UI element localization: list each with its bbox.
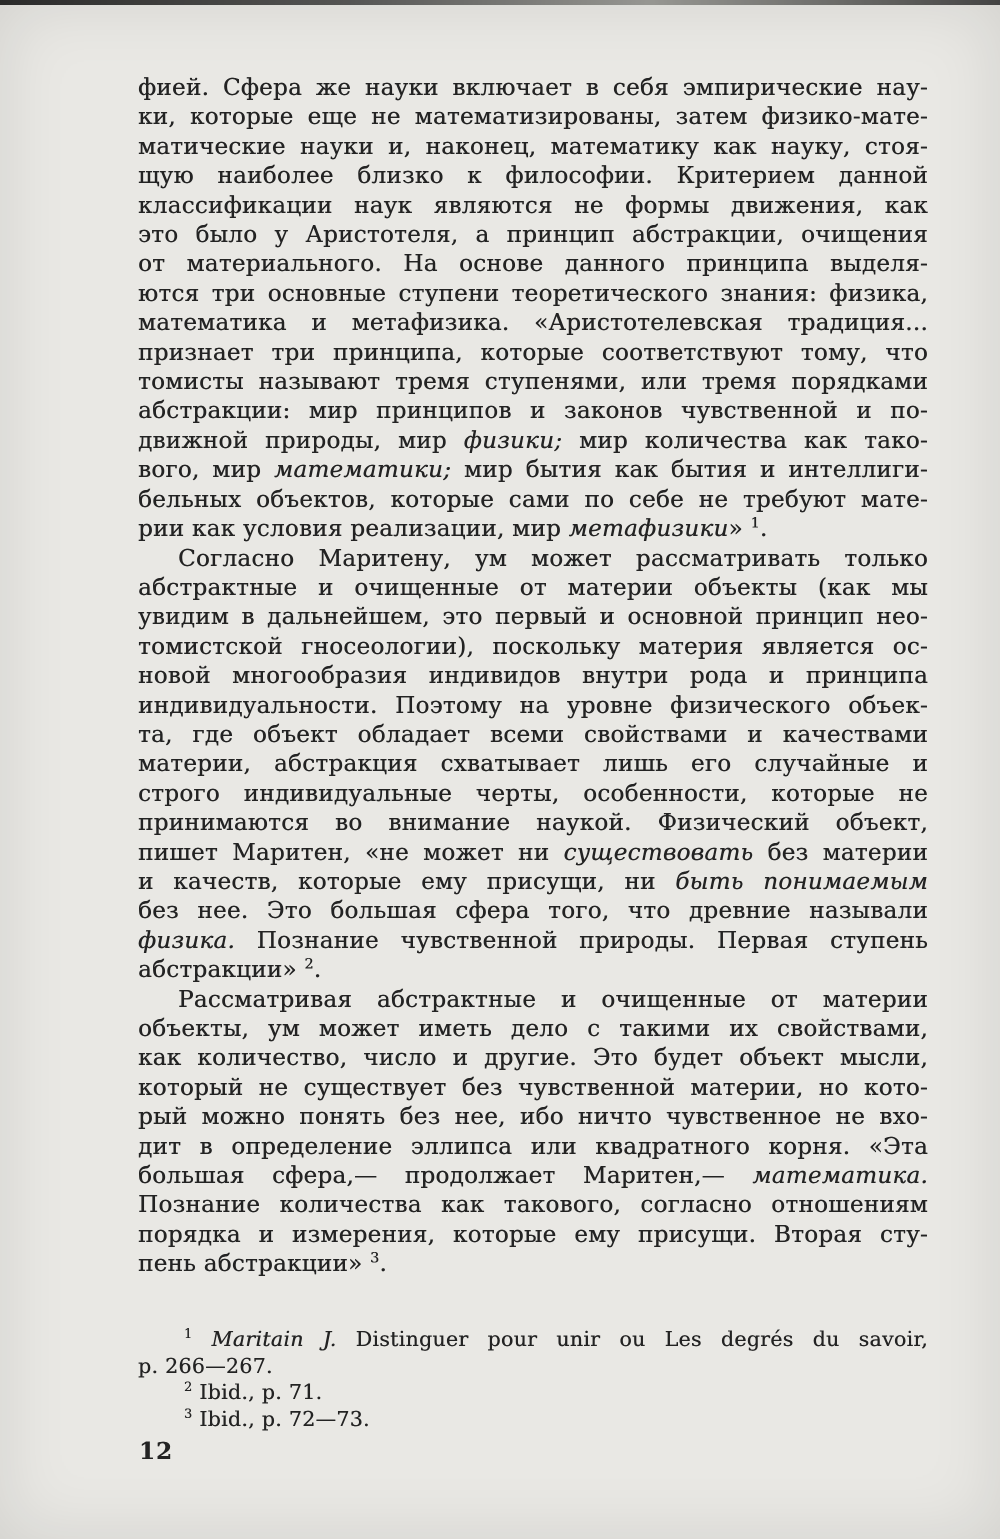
page-number: 12 — [139, 1438, 174, 1465]
text-segment: ются три основные ступени теоретического знания: физика, — [138, 280, 928, 307]
text-segment: абстрактные и очищенные от материи объекты (как мы — [138, 574, 928, 601]
text-segment: фией. Сфера же науки включает в себя эмпирические нау- — [138, 75, 928, 101]
text-line — [138, 721, 928, 750]
text-segment: без материи — [753, 839, 929, 866]
text-segment: абстракции: мир принципов и законов чувственной и по- — [138, 398, 928, 425]
footnotes — [138, 1326, 928, 1432]
footnote-marker: 3 — [370, 1250, 380, 1267]
text-line — [138, 1353, 928, 1380]
text-line — [138, 1015, 928, 1044]
text-segment: увидим в дальнейшем, это первый и основной принцип нео- — [138, 604, 928, 631]
text-line — [138, 633, 928, 662]
text-segment: Рассматривая абстрактные и очищенные от материи — [178, 986, 928, 1013]
text-segment: та, где объект обладает всеми свойствами и качествами — [138, 721, 928, 748]
text-segment: рый можно понять без нее, ибо ничто чувственное не вхо- — [138, 1104, 928, 1131]
text-line — [138, 750, 928, 779]
text-line — [138, 250, 928, 279]
text-line — [138, 986, 928, 1015]
text-line — [138, 280, 928, 309]
text-segment: метафизики — [568, 516, 729, 543]
text-line — [138, 486, 928, 515]
text-line — [138, 1103, 928, 1132]
text-block — [138, 74, 928, 1280]
text-segment: индивидуальности. Поэтому на уровне физического объек- — [138, 692, 928, 719]
text-segment: и качеств, которые ему присущи, ни — [138, 868, 676, 895]
text-line — [138, 1074, 928, 1103]
text-line — [138, 74, 928, 103]
text-segment: материи, абстракция схватывает лишь его случайные и — [138, 751, 928, 778]
text-line — [138, 1133, 928, 1162]
text-segment: томистской гносеологии), поскольку материя является ос- — [138, 633, 928, 660]
text-segment: который не существует без чувственной материи, но кото- — [138, 1074, 928, 1101]
text-line — [138, 1162, 928, 1191]
text-line — [138, 927, 928, 956]
footnote-marker: 3 — [184, 1405, 193, 1421]
text-segment: физика. — [138, 927, 236, 954]
text-segment: Distinguer pour unir ou Les degrés du savoir, — [336, 1327, 928, 1351]
text-line — [138, 1326, 928, 1353]
text-line — [138, 1406, 928, 1433]
text-line — [138, 162, 928, 191]
text-segment: ки, которые еще не математизированы, затем физико-мате- — [138, 104, 928, 131]
text-segment: от материального. На основе данного принципа выделя- — [138, 251, 928, 278]
text-line — [138, 780, 928, 809]
text-segment: томисты называют тремя ступенями, или тремя порядками — [138, 369, 928, 396]
paragraph — [138, 74, 928, 545]
footnote — [138, 1379, 928, 1406]
text-segment: абстракции» — [138, 957, 305, 984]
text-segment: существовать — [563, 839, 754, 866]
text-segment: математика. — [752, 1163, 928, 1190]
text-line — [138, 368, 928, 397]
text-line — [138, 662, 928, 691]
footnote — [138, 1406, 928, 1433]
text-segment: новой многообразия индивидов внутри рода и принципа — [138, 663, 928, 690]
text-segment: бельных объектов, которые сами по себе не требуют мате- — [138, 486, 928, 513]
text-segment: Познание количества как такового, согласно отношениям — [138, 1192, 928, 1219]
text-line — [138, 574, 928, 603]
text-segment: щую наиболее близко к философии. Критерием данной — [138, 163, 928, 190]
text-segment: классификации наук являются не формы движения, как — [138, 192, 928, 219]
text-segment: движной природы, мир — [138, 427, 464, 454]
text-segment: мир бытия как бытия и интеллиги- — [451, 457, 928, 484]
text-segment: как количество, число и другие. Это будет объект мысли, — [138, 1045, 928, 1072]
text-segment: большая сфера,— продолжает Маритен,— — [138, 1163, 753, 1190]
footnote-marker: 2 — [304, 956, 314, 973]
text-segment: объекты, ум может иметь дело с такими их свойствами, — [138, 1016, 928, 1042]
text-segment: Познание чувственной природы. Первая ступень — [235, 927, 928, 954]
text-line — [138, 692, 928, 721]
text-segment: вого, мир — [138, 457, 274, 484]
text-line — [138, 1191, 928, 1220]
text-segment: это было у Аристотеля, а принцип абстракции, очищения — [138, 222, 928, 249]
text-line — [138, 956, 928, 985]
footnote — [138, 1326, 928, 1379]
text-line — [138, 221, 928, 250]
text-segment: пень абстракции» — [138, 1251, 371, 1278]
text-segment: Согласно Маритену, ум может рассматривать только — [178, 545, 928, 572]
text-segment: рии как условия реализации, мир — [138, 516, 569, 543]
scan-edge-artifact — [0, 0, 1000, 5]
text-line — [138, 1221, 928, 1250]
text-segment: » — [728, 516, 751, 543]
text-segment: математика и метафизика. «Аристотелевская традиция... — [138, 310, 928, 337]
text-segment: без нее. Это большая сфера того, что древние называли — [138, 898, 928, 925]
text-line — [138, 397, 928, 426]
text-segment: дит в определение эллипса или квадратного корня. «Эта — [138, 1133, 928, 1160]
text-segment: . — [379, 1251, 388, 1278]
text-line — [138, 103, 928, 132]
text-segment: Maritain J. — [211, 1327, 337, 1351]
text-segment: матические науки и, наконец, математику как науку, стоя- — [138, 133, 928, 160]
text-segment: математики; — [273, 457, 452, 484]
text-line — [138, 545, 928, 574]
text-segment: Ibid., p. 71. — [192, 1380, 323, 1404]
text-line — [138, 515, 928, 544]
text-line — [138, 603, 928, 632]
text-segment: принимаются во внимание наукой. Физический объект, — [138, 810, 928, 837]
text-line — [138, 133, 928, 162]
paragraph — [138, 545, 928, 986]
footnote-marker: 1 — [750, 515, 760, 532]
text-segment: мир количества как тако- — [562, 427, 928, 454]
footnote-marker: 2 — [184, 1379, 193, 1395]
text-segment: . — [313, 957, 322, 984]
text-line — [138, 809, 928, 838]
text-segment: порядка и измерения, которые ему присущи. Вторая сту- — [138, 1221, 928, 1248]
text-line — [138, 1250, 928, 1279]
text-segment: . — [759, 516, 768, 543]
text-line — [138, 1044, 928, 1073]
text-segment: p. 266—267. — [138, 1353, 273, 1378]
text-line — [138, 192, 928, 221]
text-line — [138, 839, 928, 868]
text-segment: Ibid., p. 72—73. — [192, 1406, 370, 1431]
text-line — [138, 339, 928, 368]
text-segment: строго индивидуальные черты, особенности, которые не — [138, 780, 928, 807]
text-line — [138, 868, 928, 897]
text-segment: признает три принципа, которые соответствуют тому, что — [138, 339, 928, 366]
text-segment: пишет Маритен, «не может ни — [138, 839, 564, 866]
text-line — [138, 897, 928, 926]
text-line — [138, 427, 928, 456]
text-segment: физики; — [463, 427, 563, 454]
footnote-marker: 1 — [184, 1326, 193, 1342]
text-line — [138, 1379, 928, 1406]
paragraph — [138, 986, 928, 1280]
text-segment — [192, 1327, 211, 1351]
text-segment: быть понимаемым — [675, 868, 928, 895]
text-line — [138, 309, 928, 338]
text-line — [138, 456, 928, 485]
